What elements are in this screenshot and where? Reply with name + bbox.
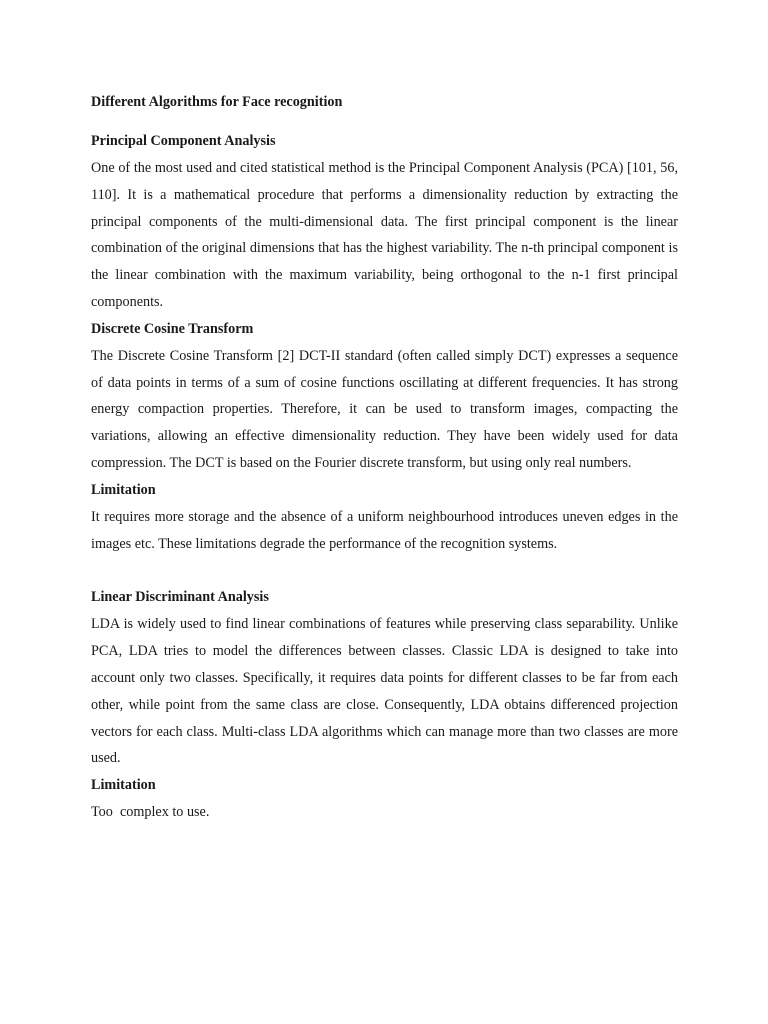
section-text-dct: The Discrete Cosine Transform [2] DCT-II standard (often called simply DCT) expresses a sequence of data points in terms of a sum of cosine functions oscillating at different frequencies. It has strong energy compaction properties. Therefore, it can be used to transform images, compacting the variations, allowing an effective dimensionality reduction. They have been widely used for data compression. The DCT is based on the Fourier discrete transform, but using only real numbers. [91, 347, 678, 471]
document-title: Different Algorithms for Face recognition [91, 94, 343, 110]
section-heading-pca: Principal Component Analysis [91, 133, 276, 149]
document-body [91, 92, 678, 826]
section-spacer [91, 557, 678, 584]
section-heading-dct-limitation: Limitation [91, 481, 156, 498]
section-text-lda-limitation: Too complex to use. [91, 804, 210, 821]
section-text-lda: LDA is widely used to find linear combinations of features while preserving class separability. Unlike PCA, LDA tries to model the differences between classes. Classic LDA is designed to take into account only two classes. Specifically, it requires data points for different classes to be far from each other, while point from the same class are close. Consequently, LDA obtains differenced projection vectors for each class. Multi-class LDA algorithms which can manage more than two classes are more used. [91, 616, 678, 767]
section-heading-lda: Linear Discriminant Analysis [91, 589, 269, 606]
section-text-pca: One of the most used and cited statistical method is the Principal Component Analysis (PCA) [101, 56, 110]. It is a mathematical procedure that performs a dimensionality reduction by extracting the principal components of the multi-dimensional data. The first principal component is the linear combination of the original dimensions that has the highest variability. The n-th principal component is the linear combination with the maximum variability, being orthogonal to the n-1 first principal components. [91, 160, 678, 310]
section-heading-lda-limitation: Limitation [91, 777, 156, 794]
section-heading-dct: Discrete Cosine Transform [91, 320, 254, 337]
section-text-dct-limitation: It requires more storage and the absence of a uniform neighbourhood introduces uneven edges in the images etc. These limitations degrade the performance of the recognition systems. [91, 508, 678, 552]
